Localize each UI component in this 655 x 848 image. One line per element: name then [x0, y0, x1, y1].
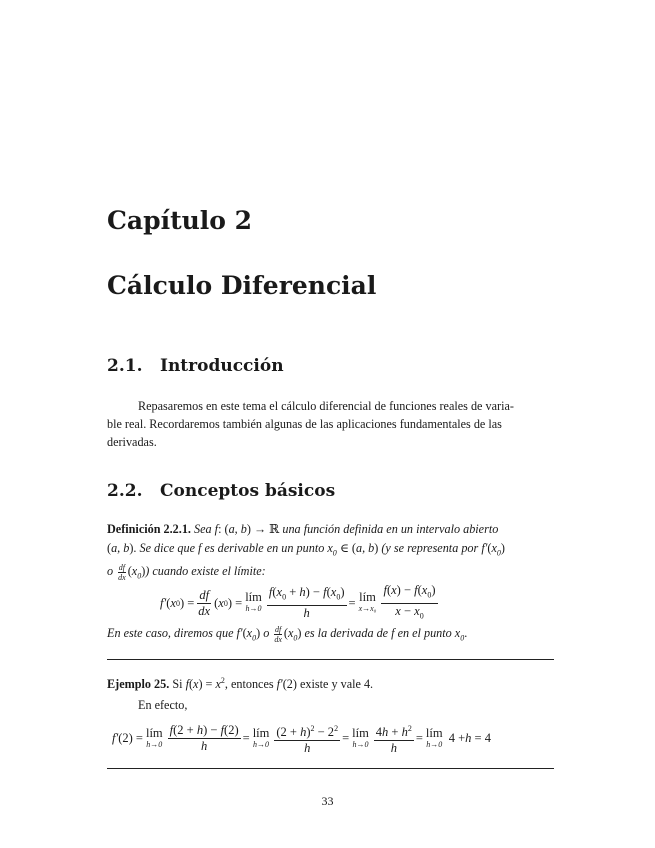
example-statement: Ejemplo 25. Si $f(x) = x^2$, entonces f′(2) existe y vale 4. [107, 676, 374, 692]
intro-paragraph [107, 397, 554, 451]
definition-block [107, 520, 554, 586]
section-number: 2.2. [107, 481, 143, 501]
example-bottom-rule [107, 768, 554, 769]
definition-text: ) cuando existe el límite: [145, 564, 266, 579]
definition-closing: En este caso, diremos que $f'(x_0)$ o $\frac{df}{dx}$ $(x_0)$ es la derivada de f en el punto $x_0$. [107, 624, 468, 644]
definition-text: Se dice que [139, 541, 195, 555]
example-formula: f′ (2) = lím h→0 $\frac{f(2 + h) - f(2)}{h}$ = lím h→0 $\frac{(2 + h)^2 - 2^2}{h}$ = lím h→0 $\frac{4h + h^2}{h}$ = lím h→0 4 + h = 4 [112, 721, 491, 756]
derivative-definition-formula: f′ ( x 0 ) = $\frac{df}{dx}$ ( x 0 ) = lím h→0 $\frac{f(x_0 + h) - f(x_0)}{h}$ = lím x→x₀ $\frac{f(x) - f(x_0)}{x - x_0}$ [160, 583, 436, 620]
definition-text: En este caso, diremos que [107, 626, 234, 640]
chapter-label: Capítulo 2 [107, 206, 253, 235]
section-number: 2.1. [107, 356, 143, 376]
definition-text: es derivable en un punto [204, 541, 325, 555]
definition-text: es la derivada de [304, 626, 389, 640]
example-top-rule [107, 659, 554, 660]
example-effect: En efecto, [138, 698, 188, 712]
page-number: 33 [321, 794, 334, 808]
section-title: Conceptos básicos [160, 481, 336, 501]
math-expression: f [214, 522, 219, 536]
example-text: existe y vale 4. [300, 677, 374, 692]
definition-text: una función definida en un intervalo abierto [282, 522, 499, 536]
definition-line: Definición 2.2.1. Sea f: (a, b) → ℝ una función definida en un intervalo abierto [107, 522, 499, 536]
definition-text: (y se representa por [381, 541, 479, 555]
section-heading-concepts [107, 481, 335, 501]
intro-line: Repasaremos en este tema el cálculo diferencial de funciones reales de varia- [138, 399, 514, 413]
definition-text: o [263, 626, 270, 640]
example-text: , entonces [224, 677, 274, 692]
example-text: Si [172, 677, 183, 692]
definition-text: o [107, 564, 114, 579]
intro-line: derivadas. [107, 435, 157, 449]
definition-line: o $\frac{df}{dx}$ $(x_0)$) cuando existe el límite: [107, 563, 266, 583]
definition-text: Sea [194, 522, 212, 536]
definition-label: Definición 2.2.1. [107, 522, 191, 536]
example-label: Ejemplo 25. [107, 677, 170, 692]
section-title: Introducción [160, 356, 284, 376]
definition-text: en el punto [397, 626, 452, 640]
intro-line: ble real. Recordaremos también algunas de las aplicaciones fundamentales de las [107, 417, 502, 431]
definition-line: (a, b). Se dice que f es derivable en un punto $x_0$ ∈ (a, b) (y se representa por $f'(x_0)$ [107, 541, 505, 558]
chapter-title: Cálculo Diferencial [107, 271, 377, 300]
section-heading-intro [107, 356, 284, 376]
